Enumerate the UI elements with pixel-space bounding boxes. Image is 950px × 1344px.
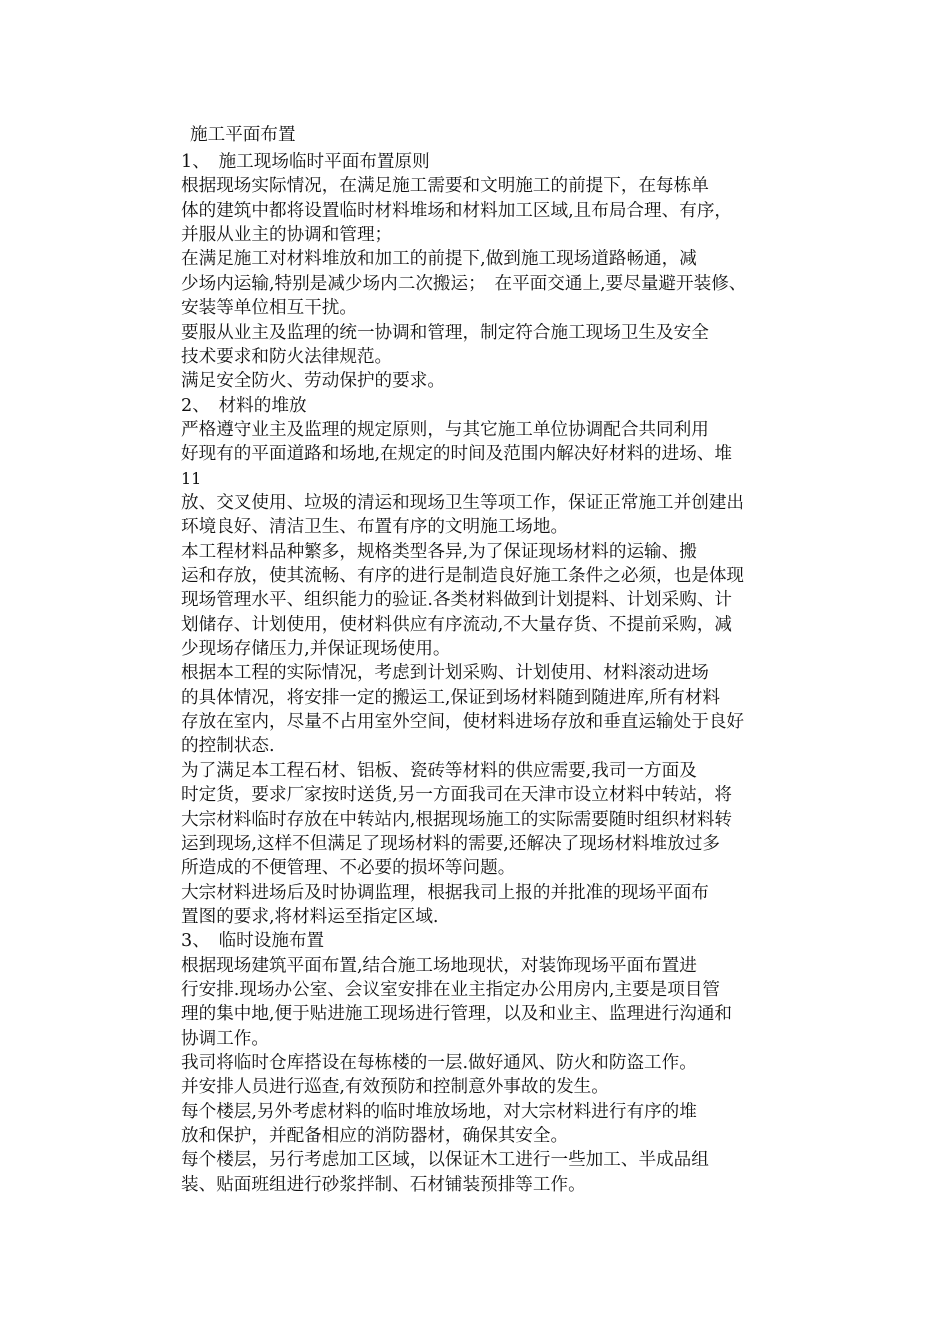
paragraph-line: 为了满足本工程石材、铝板、瓷砖等材料的供应需要,我司一方面及 — [181, 760, 697, 781]
paragraph-line: 协调工作。 — [181, 1028, 269, 1049]
paragraph-line: 每个楼层,另外考虑材料的临时堆放场地，对大宗材料进行有序的堆 — [181, 1101, 697, 1122]
paragraph-line: 并服从业主的协调和管理； — [181, 225, 393, 246]
paragraph-line: 严格遵守业主及监理的规定原则，与其它施工单位协调配合共同利用 — [181, 419, 709, 440]
paragraph-line: 本工程材料品种繁多，规格类型各异,为了保证现场材料的运输、搬 — [181, 541, 697, 562]
paragraph-line: 大宗材料临时存放在中转站内,根据现场施工的实际需要随时组织材料转 — [181, 809, 733, 830]
paragraph-line: 好现有的平面道路和场地,在规定的时间及范围内解决好材料的进场、堆 — [181, 444, 733, 465]
paragraph-line: 体的建筑中都将设置临时材料堆场和材料加工区域,且布局合理、有序， — [181, 200, 733, 221]
paragraph-line: 要服从业主及监理的统一协调和管理，制定符合施工现场卫生及安全 — [181, 322, 709, 343]
paragraph-line: 理的集中地,便于贴进施工现场进行管理，以及和业主、监理进行沟通和 — [181, 1004, 733, 1025]
page-number: 11 — [181, 468, 202, 488]
paragraph-line: 并安排人员进行巡查,有效预防和控制意外事故的发生。 — [181, 1077, 609, 1098]
paragraph-line: 现场管理水平、组织能力的验证.各类材料做到计划提料、计划采购、计 — [181, 590, 733, 611]
paragraph-line: 每个楼层，另行考虑加工区域，以保证木工进行一些加工、半成品组 — [181, 1150, 709, 1171]
paragraph-line: 的具体情况，将安排一定的搬运工,保证到场材料随到随进库,所有材料 — [181, 687, 721, 708]
paragraph-line: 行安排.现场办公室、会议室安排在业主指定办公用房内,主要是项目管 — [181, 979, 721, 1000]
paragraph-line: 所造成的不便管理、不必要的损坏等问题。 — [181, 858, 516, 879]
paragraph-line: 置图的要求,将材料运至指定区域. — [181, 906, 439, 927]
paragraph-line: 放、交叉使用、垃圾的清运和现场卫生等项工作，保证正常施工并创建出 — [181, 492, 745, 513]
paragraph-line: 少场内运输,特别是减少场内二次搬运； 在平面交通上,要尽量避开装修、 — [181, 273, 747, 294]
paragraph-line: 满足安全防火、劳动保护的要求。 — [181, 371, 445, 392]
paragraph-line: 大宗材料进场后及时协调监理，根据我司上报的并批准的现场平面布 — [181, 882, 709, 903]
paragraph-line: 时定货，要求厂家按时送货,另一方面我司在天津市设立材料中转站，将 — [181, 785, 733, 806]
paragraph-line: 根据现场建筑平面布置,结合施工场地现状，对装饰现场平面布置进 — [181, 955, 697, 976]
paragraph-line: 放和保护，并配备相应的消防器材，确保其安全。 — [181, 1126, 569, 1146]
page-title: 施工平面布置 — [190, 125, 296, 145]
paragraph-line: 装、贴面班组进行砂浆拌制、石材铺装预排等工作。 — [181, 1174, 586, 1195]
paragraph-line: 的控制状态. — [181, 736, 275, 757]
paragraph-line: 根据现场实际情况，在满足施工需要和文明施工的前提下，在每栋单 — [181, 176, 709, 197]
paragraph-line: 运和存放，使其流畅、有序的进行是制造良好施工条件之必须，也是体现 — [181, 566, 745, 586]
paragraph-line: 划储存、计划使用，使材料供应有序流动,不大量存货、不提前采购，减 — [181, 614, 733, 635]
paragraph-line: 技术要求和防火法律规范。 — [181, 346, 393, 367]
paragraph-line: 我司将临时仓库搭设在每栋楼的一层.做好通风、防火和防盗工作。 — [181, 1053, 697, 1073]
paragraph-line: 根据本工程的实际情况，考虑到计划采购、计划使用、材料滚动进场 — [181, 663, 709, 684]
paragraph-line: 少现场存储压力,并保证现场使用。 — [181, 639, 451, 659]
paragraph-line: 运到现场,这样不但满足了现场材料的需要,还解决了现场材料堆放过多 — [181, 833, 721, 854]
section-heading: 2、 材料的堆放 — [181, 395, 307, 416]
section-heading: 1、 施工现场临时平面布置原则 — [181, 152, 430, 172]
paragraph-line: 环境良好、清洁卫生、布置有序的文明施工场地。 — [181, 517, 569, 538]
section-heading: 3、 临时设施布置 — [181, 931, 325, 952]
paragraph-line: 安装等单位相互干扰。 — [181, 298, 357, 319]
paragraph-line: 存放在室内，尽量不占用室外空间，使材料进场存放和垂直运输处于良好 — [181, 712, 745, 733]
paragraph-line: 在满足施工对材料堆放和加工的前提下,做到施工现场道路畅通，减 — [181, 249, 697, 270]
